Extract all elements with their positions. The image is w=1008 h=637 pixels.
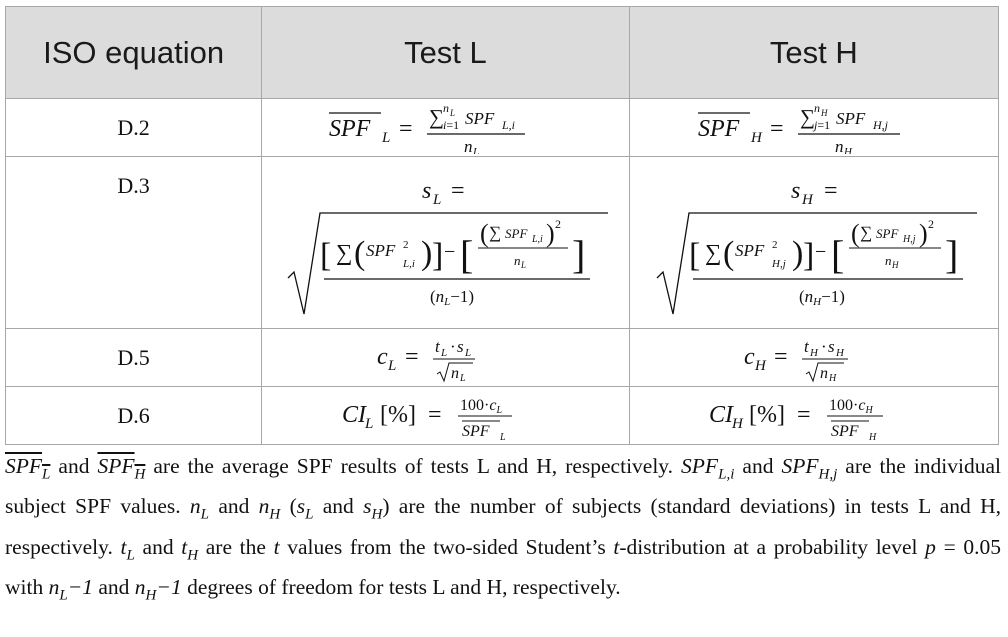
svg-text:L: L xyxy=(465,346,472,359)
svg-text:−: − xyxy=(444,240,456,263)
svg-text:): ) xyxy=(546,218,556,248)
iso-equations-table xyxy=(5,6,999,445)
svg-text:L: L xyxy=(382,129,391,146)
svg-text:=: = xyxy=(405,343,419,370)
footnote-sentence-3: ) are the number of subjects (standard deviations) in tests L and H, respectively. xyxy=(5,494,1001,559)
svg-text:=: = xyxy=(796,401,811,428)
svg-text:2: 2 xyxy=(771,238,778,251)
formula-mean-spf-l xyxy=(262,99,629,157)
footnote-sentence-1: are the average SPF results of tests L and H, respectively. xyxy=(145,454,682,478)
svg-text:n: n xyxy=(813,101,820,115)
svg-text:]: ] xyxy=(944,231,959,277)
svg-text:i=1: i=1 xyxy=(443,117,460,132)
svg-text:L: L xyxy=(365,415,374,432)
symbol-n-h: $n_H$ xyxy=(258,494,281,523)
symbol-df-h: $n_H-1$ xyxy=(134,574,182,604)
table-row-d3 xyxy=(6,157,999,329)
header-iso-equation: ISO equation xyxy=(6,7,262,99)
svg-text:CI: CI xyxy=(708,401,733,428)
svg-text:]: ] xyxy=(432,236,444,274)
table-row-d5 xyxy=(6,329,999,387)
header-test-l: Test L xyxy=(262,7,629,99)
svg-text:j=1: j=1 xyxy=(813,117,830,132)
formula-sd-l xyxy=(262,157,629,329)
svg-text:n: n xyxy=(451,364,460,382)
svg-text:L: L xyxy=(433,191,442,208)
equation-id: D.5 xyxy=(6,329,262,387)
svg-text:=: = xyxy=(399,115,413,142)
svg-text:t: t xyxy=(435,336,441,356)
svg-text:L: L xyxy=(521,259,527,270)
svg-text:]: ] xyxy=(572,231,586,277)
svg-text:(nL−1): (nL−1) xyxy=(430,286,475,308)
symbol-spf-hj: $SPF_{H,j}$ xyxy=(781,454,838,483)
equation-id: D.2 xyxy=(6,99,262,157)
svg-text:L,i: L,i xyxy=(532,233,544,245)
symbol-spf-li: $SPF_{L,i}$ xyxy=(681,454,735,483)
svg-text:n: n xyxy=(834,136,844,154)
svg-text:H,j: H,j xyxy=(872,117,888,132)
svg-text:c: c xyxy=(743,343,755,370)
equation-id: D.3 xyxy=(6,157,262,329)
footnote-sentence-4: degrees of freedom for tests L and H, respectively. xyxy=(181,574,621,599)
svg-text:·: · xyxy=(820,336,827,356)
table-footnote: $SPF_L$ and $SPF_H$ are the average SPF results of tests L and H, respectively. $SPF_{L,i}$ and $SPF_{H,j}$ are the individual subject SPF values. $n_L$ and $n_H$ ($s_L$ and $s_H$) are the number of subjects (standard deviations) in tests L and H, respectively. $t_L$ and $t_H$ are the t values from the two-sided Student’s t-distribution at a probability level p = 0.05 with $n_L-1$ and $n_H-1$ degrees of freedom for tests L and H, respectively. xyxy=(5,454,1002,604)
svg-text:=: = xyxy=(451,177,465,204)
symbol-n-l: $n_L$ xyxy=(189,494,210,523)
formula-sd-h xyxy=(629,157,998,329)
svg-text:): ) xyxy=(791,234,804,272)
svg-text:L,i: L,i xyxy=(502,117,516,132)
svg-text:CI: CI xyxy=(342,401,367,428)
svg-text:H: H xyxy=(754,357,766,374)
svg-text:(nH−1): (nH−1) xyxy=(798,286,845,308)
svg-text:SPF: SPF xyxy=(697,115,740,142)
svg-text:H: H xyxy=(731,415,743,432)
symbol-t-h: $t_H$ xyxy=(181,534,199,563)
svg-text:∑: ∑ xyxy=(859,222,872,242)
svg-text:c: c xyxy=(377,343,389,370)
svg-text:s: s xyxy=(827,336,835,356)
symbol-df-l: $n_L-1$ xyxy=(48,574,93,604)
header-row xyxy=(6,7,999,99)
svg-text:H: H xyxy=(835,346,844,359)
svg-text:=: = xyxy=(769,115,784,142)
equation-id: D.6 xyxy=(6,387,262,445)
svg-text:∑: ∑ xyxy=(336,239,353,265)
svg-text:): ) xyxy=(421,234,433,272)
symbol-t-l: $t_L$ xyxy=(120,534,135,563)
formula-ci-h xyxy=(629,387,998,445)
svg-text:H: H xyxy=(891,259,899,270)
svg-text:[: [ xyxy=(830,231,845,277)
svg-text:SPF: SPF xyxy=(329,115,371,142)
svg-text:]: ] xyxy=(802,236,815,274)
svg-text:s: s xyxy=(457,336,465,356)
svg-text:H: H xyxy=(809,346,818,359)
svg-text:SPF: SPF xyxy=(734,240,765,260)
svg-text:s: s xyxy=(790,177,801,204)
svg-text:n: n xyxy=(819,364,828,382)
svg-text:[: [ xyxy=(688,236,701,274)
svg-text:H: H xyxy=(801,191,813,208)
svg-text:=: = xyxy=(428,401,442,428)
formula-mean-spf-h xyxy=(629,99,998,157)
svg-text:H: H xyxy=(820,107,828,118)
svg-text:H: H xyxy=(868,431,877,442)
svg-text:L: L xyxy=(388,357,397,374)
svg-text:=: = xyxy=(773,343,788,370)
formula-c-h xyxy=(629,329,998,387)
svg-text:n: n xyxy=(443,101,450,115)
svg-text:∑: ∑ xyxy=(429,104,445,129)
svg-text:SPF: SPF xyxy=(875,225,899,241)
symbol-mean-spf-h: $SPF_H$ xyxy=(97,454,146,483)
svg-text:L: L xyxy=(473,145,480,154)
svg-text:(: ( xyxy=(722,234,735,272)
svg-text:n: n xyxy=(464,136,473,154)
svg-text:SPF: SPF xyxy=(465,108,495,128)
svg-text:H: H xyxy=(828,372,837,384)
svg-text:SPF: SPF xyxy=(835,108,866,128)
svg-text:SPF: SPF xyxy=(366,240,396,260)
svg-text:[: [ xyxy=(320,236,332,274)
svg-text:H: H xyxy=(843,145,852,154)
svg-text:(: ( xyxy=(354,234,366,272)
formula-ci-l xyxy=(262,387,629,445)
svg-text:100·cL: 100·cL xyxy=(460,396,503,416)
svg-text:SPF: SPF xyxy=(462,422,490,440)
svg-text:SPF: SPF xyxy=(505,225,528,241)
table-row-d2 xyxy=(6,99,999,157)
svg-text:·: · xyxy=(450,336,457,356)
svg-text:L,i: L,i xyxy=(403,257,416,270)
svg-text:L: L xyxy=(441,346,448,359)
svg-text:100·cH: 100·cH xyxy=(828,396,873,416)
svg-text:n: n xyxy=(514,252,521,268)
formula-c-l xyxy=(262,329,629,387)
svg-text:SPF: SPF xyxy=(830,422,859,440)
svg-text:∑: ∑ xyxy=(704,239,722,265)
svg-text:(: ( xyxy=(850,218,860,248)
svg-text:t: t xyxy=(803,336,809,356)
svg-text:L: L xyxy=(450,107,456,118)
svg-text:2: 2 xyxy=(927,216,934,231)
svg-text:(: ( xyxy=(480,218,490,248)
svg-text:∑: ∑ xyxy=(799,104,815,129)
svg-text:[%]: [%] xyxy=(748,401,785,428)
svg-text:n: n xyxy=(884,252,892,268)
svg-text:L: L xyxy=(460,372,466,384)
symbol-s-h: $s_H$ xyxy=(363,494,383,523)
svg-text:s: s xyxy=(422,177,432,204)
svg-text:[%]: [%] xyxy=(380,401,417,428)
svg-text:[: [ xyxy=(460,231,474,277)
footnote-sentence-2: are the individual subject SPF values. xyxy=(5,454,1002,519)
symbol-s-l: $s_L$ xyxy=(296,494,314,523)
svg-text:−: − xyxy=(814,240,827,263)
header-test-h: Test H xyxy=(629,7,998,99)
svg-text:∑: ∑ xyxy=(489,222,502,242)
symbol-mean-spf-l: $SPF_L$ xyxy=(5,454,51,483)
svg-text:=: = xyxy=(823,177,838,204)
svg-text:H: H xyxy=(750,129,762,146)
table-row-d6 xyxy=(6,387,999,445)
svg-text:2: 2 xyxy=(403,238,409,251)
svg-text:L: L xyxy=(500,431,506,442)
svg-text:H,j: H,j xyxy=(902,233,916,245)
svg-text:2: 2 xyxy=(555,216,562,231)
svg-text:): ) xyxy=(918,218,928,248)
svg-text:H,j: H,j xyxy=(771,257,786,270)
